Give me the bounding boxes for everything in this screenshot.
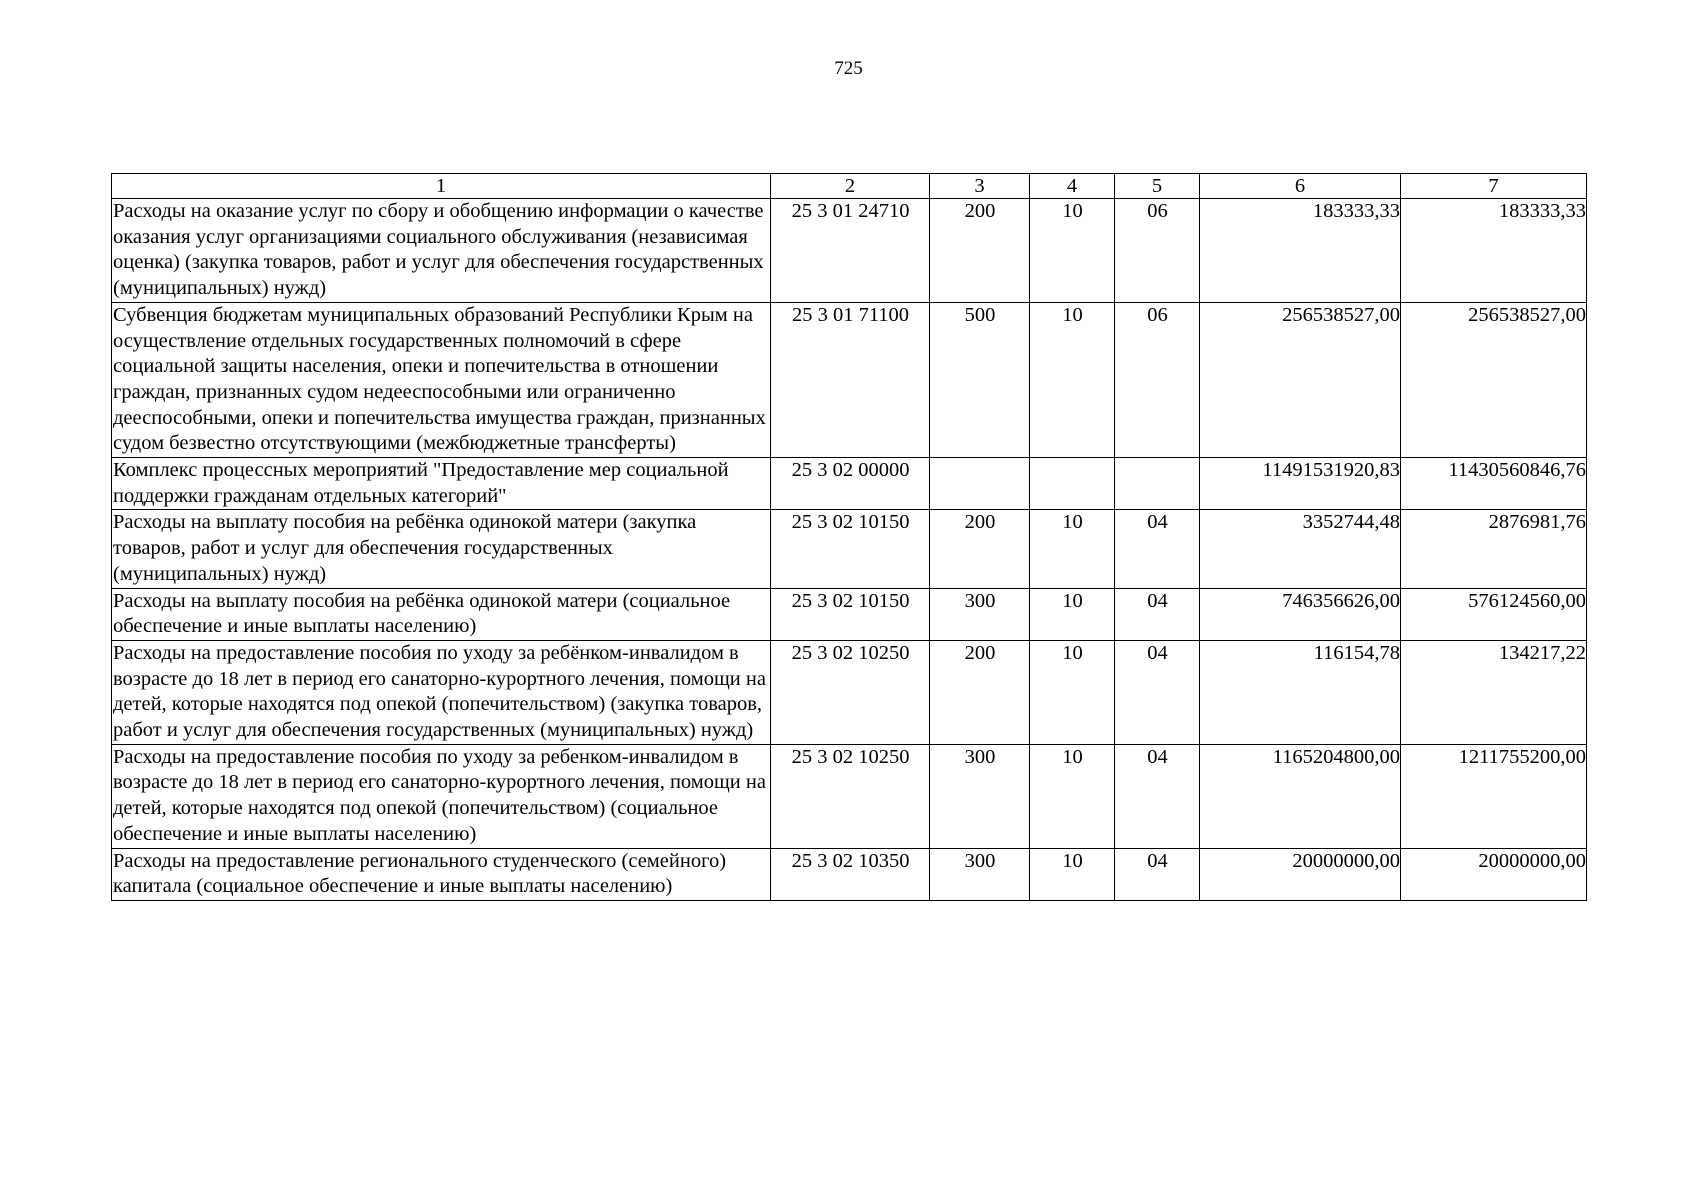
subsection-code: 04 [1115, 588, 1200, 640]
amount-col6: 11491531920,83 [1200, 458, 1401, 510]
subsection-code: 04 [1115, 744, 1200, 848]
expense-type-code: 500 [930, 302, 1030, 457]
amount-col6: 256538527,00 [1200, 302, 1401, 457]
section-code: 10 [1030, 744, 1115, 848]
expense-type-code: 300 [930, 588, 1030, 640]
expense-type-code: 300 [930, 744, 1030, 848]
table-row [112, 640, 1587, 744]
header-row [112, 174, 1587, 199]
amount-col6: 20000000,00 [1200, 848, 1401, 900]
column-header: 7 [1401, 174, 1587, 199]
amount-col6: 183333,33 [1200, 199, 1401, 303]
page-number: 725 [834, 58, 863, 79]
amount-col7: 11430560846,76 [1401, 458, 1587, 510]
column-header: 3 [930, 174, 1030, 199]
table-row [112, 458, 1587, 510]
amount-col7: 576124560,00 [1401, 588, 1587, 640]
subsection-code: 04 [1115, 848, 1200, 900]
expense-type-code: 200 [930, 640, 1030, 744]
section-code: 10 [1030, 640, 1115, 744]
table-row [112, 302, 1587, 457]
target-code: 25 3 02 10150 [771, 588, 930, 640]
budget-table [111, 173, 1587, 901]
expense-name: Расходы на выплату пособия на ребёнка одинокой матери (социальное обеспечение и иные выплаты населению) [112, 588, 771, 640]
section-code: 10 [1030, 588, 1115, 640]
amount-col7: 2876981,76 [1401, 510, 1587, 588]
section-code: 10 [1030, 848, 1115, 900]
column-header: 4 [1030, 174, 1115, 199]
expense-type-code: 200 [930, 199, 1030, 303]
amount-col7: 20000000,00 [1401, 848, 1587, 900]
expense-name: Расходы на выплату пособия на ребёнка одинокой матери (закупка товаров, работ и услуг для обеспечения государственных (муниципальных) нужд) [112, 510, 771, 588]
expense-type-code: 300 [930, 848, 1030, 900]
target-code: 25 3 02 00000 [771, 458, 930, 510]
subsection-code: 04 [1115, 510, 1200, 588]
section-code: 10 [1030, 510, 1115, 588]
column-header: 2 [771, 174, 930, 199]
target-code: 25 3 01 24710 [771, 199, 930, 303]
amount-col6: 746356626,00 [1200, 588, 1401, 640]
table-row [112, 848, 1587, 900]
column-header: 5 [1115, 174, 1200, 199]
target-code: 25 3 02 10150 [771, 510, 930, 588]
amount-col7: 256538527,00 [1401, 302, 1587, 457]
expense-name: Расходы на предоставление пособия по уходу за ребенком-инвалидом в возрасте до 18 лет в период его санаторно-курортного лечения, помощи на детей, которые находятся под опекой (попечительством) (социальное обеспечение и иные выплаты населению) [112, 744, 771, 848]
amount-col7: 183333,33 [1401, 199, 1587, 303]
target-code: 25 3 02 10250 [771, 640, 930, 744]
expense-name: Субвенция бюджетам муниципальных образований Республики Крым на осуществление отдельных государственных полномочий в сфере социальной защиты населения, опеки и попечительства в отношении граждан, признанных судом недееспособными или ограниченно дееспособными, опеки и попечительства имущества граждан, признанных судом безвестно отсутствующими (межбюджетные трансферты) [112, 302, 771, 457]
table-row [112, 588, 1587, 640]
expense-name: Расходы на предоставление пособия по уходу за ребёнком-инвалидом в возрасте до 18 лет в период его санаторно-курортного лечения, помощи на детей, которые находятся под опекой (попечительством) (закупка товаров, работ и услуг для обеспечения государственных (муниципальных) нужд) [112, 640, 771, 744]
target-code: 25 3 01 71100 [771, 302, 930, 457]
subsection-code: 06 [1115, 302, 1200, 457]
subsection-code: 04 [1115, 640, 1200, 744]
table-row [112, 510, 1587, 588]
subsection-code [1115, 458, 1200, 510]
column-header: 1 [112, 174, 771, 199]
expense-name: Расходы на оказание услуг по сбору и обобщению информации о качестве оказания услуг организациями социального обслуживания (независимая оценка) (закупка товаров, работ и услуг для обеспечения государственных (муниципальных) нужд) [112, 199, 771, 303]
amount-col7: 134217,22 [1401, 640, 1587, 744]
target-code: 25 3 02 10250 [771, 744, 930, 848]
amount-col6: 116154,78 [1200, 640, 1401, 744]
expense-type-code: 200 [930, 510, 1030, 588]
column-header: 6 [1200, 174, 1401, 199]
target-code: 25 3 02 10350 [771, 848, 930, 900]
amount-col6: 1165204800,00 [1200, 744, 1401, 848]
section-code [1030, 458, 1115, 510]
section-code: 10 [1030, 302, 1115, 457]
subsection-code: 06 [1115, 199, 1200, 303]
table-row [112, 199, 1587, 303]
expense-type-code [930, 458, 1030, 510]
section-code: 10 [1030, 199, 1115, 303]
amount-col6: 3352744,48 [1200, 510, 1401, 588]
table-row [112, 744, 1587, 848]
expense-name: Комплекс процессных мероприятий "Предоставление мер социальной поддержки гражданам отдельных категорий" [112, 458, 771, 510]
amount-col7: 1211755200,00 [1401, 744, 1587, 848]
expense-name: Расходы на предоставление регионального студенческого (семейного) капитала (социальное обеспечение и иные выплаты населению) [112, 848, 771, 900]
